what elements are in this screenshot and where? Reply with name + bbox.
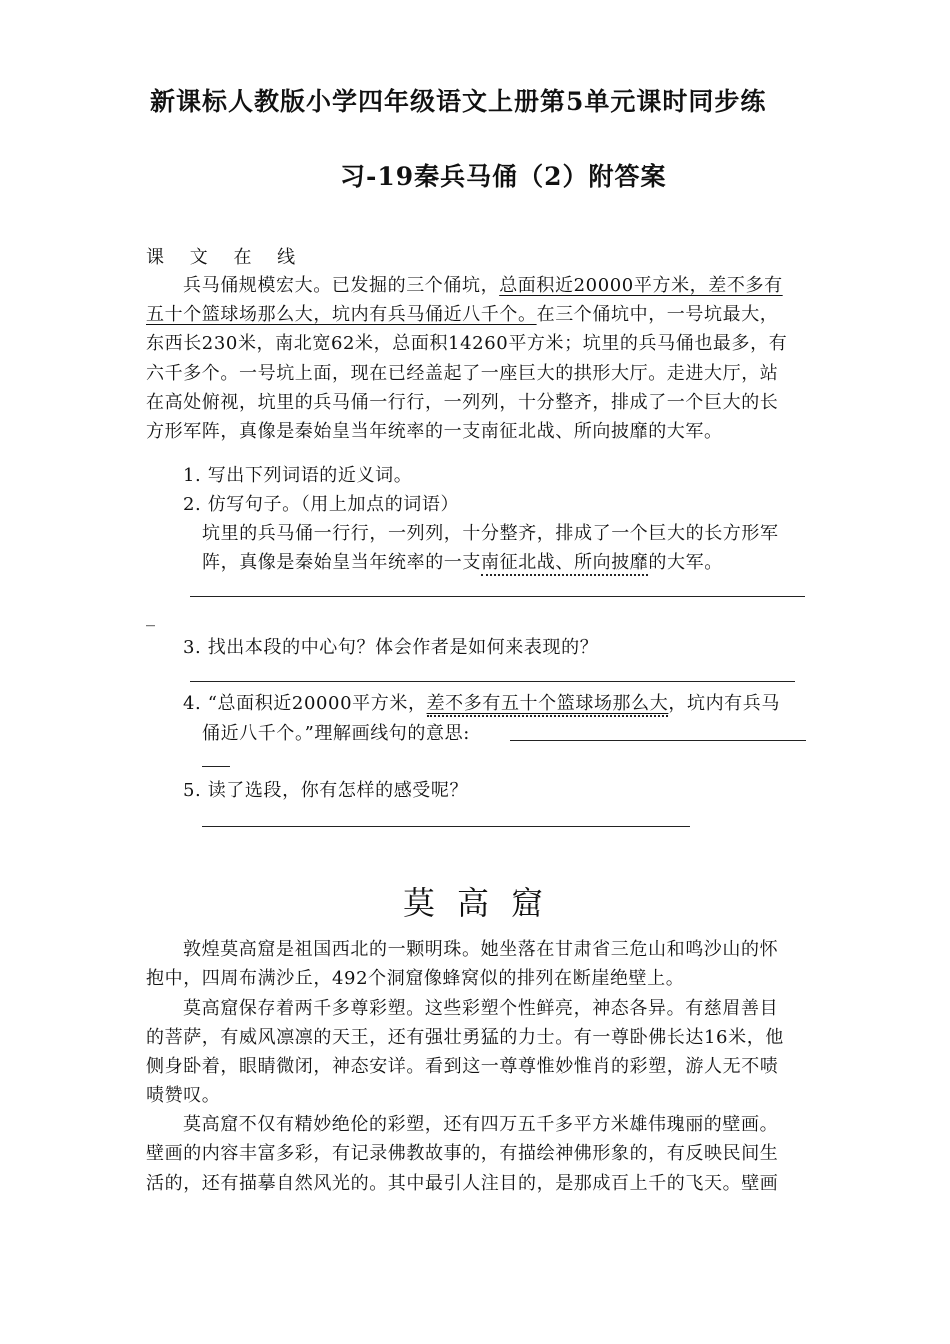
passage-text: 兵马俑规模宏大。已发掘的三个俑坑， bbox=[183, 275, 500, 296]
article-p2-line-1: 莫高窟保存着两千多尊彩塑。这些彩塑个性鲜亮，神态各异。有慈眉善目 bbox=[183, 998, 779, 1019]
passage-line-6: 方形军阵，真像是秦始皇当年统率的一支南征北战、所向披靡的大军。 bbox=[146, 421, 723, 442]
question-2: 2. 仿写句子。（用上加点的词语） bbox=[183, 494, 460, 515]
question-text: 4. “总面积近20000平方米， bbox=[183, 693, 427, 714]
document-title-line1: 新课标人教版小学四年级语文上册第5单元课时同步练 bbox=[150, 87, 767, 116]
article-p2-line-4: 啧赞叹。 bbox=[146, 1085, 221, 1106]
answer-line-q3[interactable] bbox=[190, 681, 795, 682]
article-heading: 莫高窟 bbox=[403, 884, 566, 922]
article-p2-line-2: 的菩萨，有威风凛凛的天王，还有强壮勇猛的力士。有一尊卧佛长达16米，他 bbox=[146, 1027, 784, 1048]
answer-line-q2-tail: _ bbox=[146, 606, 156, 627]
question-4-line-1 bbox=[183, 690, 780, 718]
underlined-dotted-phrase: 差不多有五十个篮球场那么大 bbox=[427, 693, 669, 717]
passage-line-3: 东西长230米，南北宽62米，总面积14260平方米；坑里的兵马俑也最多，有 bbox=[146, 333, 788, 354]
dotted-emphasis-words: 南征北战、所向披靡 bbox=[481, 552, 648, 576]
answer-line-q2[interactable] bbox=[190, 596, 805, 597]
answer-line-q4[interactable] bbox=[510, 740, 806, 741]
question-5: 5. 读了选段，你有怎样的感受呢？ bbox=[183, 780, 469, 801]
passage-line-2 bbox=[146, 301, 778, 329]
underlined-sentence: 总面积近20000平方米，差不多有 bbox=[499, 275, 783, 296]
article-p3-line-2: 壁画的内容丰富多彩，有记录佛教故事的，有描绘神佛形象的，有反映民间生 bbox=[146, 1143, 779, 1164]
passage-line-1 bbox=[183, 272, 783, 300]
article-p3-line-1: 莫高窟不仅有精妙绝伦的彩塑，还有四万五千多平方米雄伟瑰丽的壁画。 bbox=[183, 1114, 779, 1135]
answer-line-q4-tail[interactable] bbox=[202, 766, 230, 767]
passage-text: 在三个俑坑中，一号坑最大， bbox=[536, 304, 779, 325]
question-1: 1. 写出下列词语的近义词。 bbox=[183, 465, 413, 486]
question-2-sentence-line-2 bbox=[202, 549, 723, 577]
article-p3-line-3: 活的，还有描摹自然风光的。其中最引人注目的，是那成百上千的飞天。壁画 bbox=[146, 1173, 779, 1194]
question-4-line-2: 俑近八千个。”理解画线句的意思: bbox=[202, 723, 470, 744]
passage-line-4: 六千多个。一号坑上面，现在已经盖起了一座巨大的拱形大厅。走进大厅，站 bbox=[146, 363, 779, 384]
article-p2-line-3: 侧身卧着，眼睛微闭，神态安详。看到这一尊尊惟妙惟肖的彩塑，游人无不啧 bbox=[146, 1056, 779, 1077]
underlined-sentence: 五十个篮球场那么大，坑内有兵马俑近八千个。 bbox=[146, 304, 537, 325]
question-3: 3. 找出本段的中心句？体会作者是如何来表现的？ bbox=[183, 637, 599, 658]
sentence-text: 阵，真像是秦始皇当年统率的一支 bbox=[202, 552, 481, 573]
passage-line-5: 在高处俯视，坑里的兵马俑一行行，一列列，十分整齐，排成了一个巨大的长 bbox=[146, 392, 779, 413]
answer-line-q5[interactable] bbox=[202, 826, 690, 827]
document-title-line2: 习-19秦兵马俑（2）附答案 bbox=[340, 162, 667, 191]
article-p1-line-1: 敦煌莫高窟是祖国西北的一颗明珠。她坐落在甘肃省三危山和鸣沙山的怀 bbox=[183, 939, 779, 960]
question-text: ，坑内有兵马 bbox=[668, 693, 780, 714]
article-p1-line-2: 抱中，四周布满沙丘，492个洞窟像蜂窝似的排列在断崖绝壁上。 bbox=[146, 968, 685, 989]
question-2-sentence-line-1: 坑里的兵马俑一行行，一列列，十分整齐，排成了一个巨大的长方形军 bbox=[202, 523, 779, 544]
section-label: 课 文 在 线 bbox=[146, 247, 306, 268]
sentence-text: 的大军。 bbox=[648, 552, 723, 573]
